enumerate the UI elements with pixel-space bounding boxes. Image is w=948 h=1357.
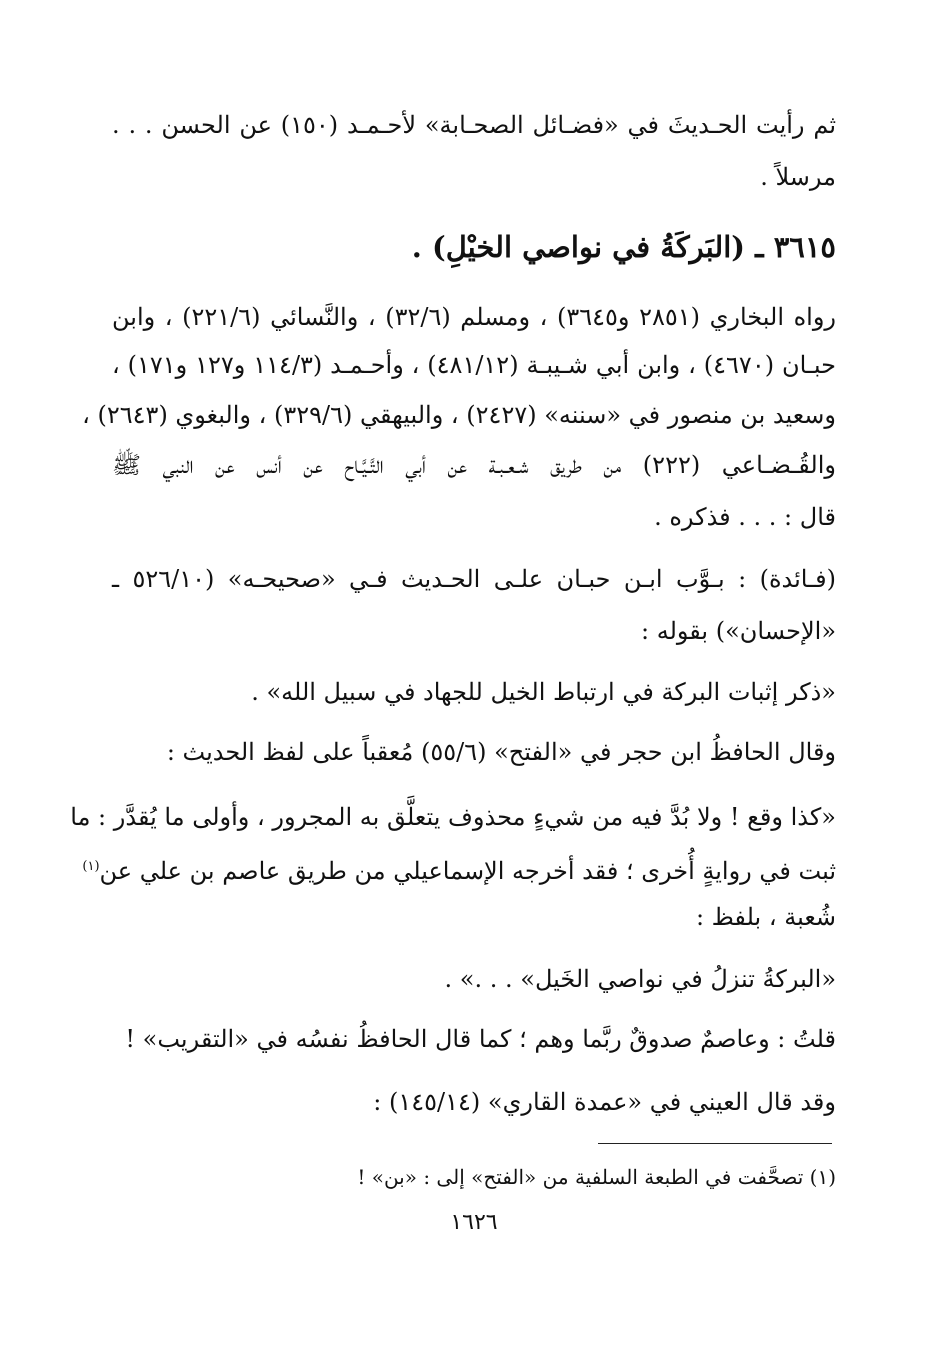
paragraph-line bbox=[82, 850, 836, 888]
paragraph-line: «كذا وقع ! ولا بُدَّ فيه من شيءٍ محذوف يتعلَّق به المجرور ، وأولى ما يُقدَّر : ما bbox=[70, 803, 836, 831]
paragraph-line: قال : . . . فذكره . bbox=[654, 503, 836, 531]
paragraph-line: مرسلاً . bbox=[760, 163, 836, 191]
paragraph-line: رواه البخاري (٢٨٥١ و٣٦٤٥) ، ومسلم (٣٢/٦) ، والنَّسائي (٢٢١/٦) ، وابن bbox=[112, 303, 836, 331]
footnote-text: (١) تصحَّفت في الطبعة السلفية من «الفتح» إلى : «بن» ! bbox=[357, 1165, 836, 1189]
hadith-heading: ٣٦١٥ ـ (البَركَةُ في نواصي الخيْلِ) . bbox=[411, 230, 836, 264]
paragraph-line: قلتُ : وعاصمٌ صدوقٌ ربَّما وهم ؛ كما قال الحافظُ نفسُه في «التقريب» ! bbox=[125, 1025, 836, 1053]
paragraph-line: (فـائدة) : بـوَّب ابـن حبـان علـى الحـديث فـي «صحيحـه» (٥٢٦/١٠ ـ bbox=[112, 565, 836, 593]
paragraph-line: شُعبة ، بلفظ : bbox=[695, 903, 836, 931]
paragraph-line: وسعيد بن منصور في «سننه» (٢٤٢٧) ، والبيهقي (٣٢٩/٦) ، والبغوي (٢٦٤٣) ، bbox=[82, 401, 836, 429]
paragraph-line: «الإحسان») بقوله : bbox=[640, 617, 836, 645]
footnote-marker: (١) bbox=[82, 859, 100, 874]
page-number: ١٦٢٦ bbox=[450, 1210, 498, 1235]
footnote-divider bbox=[598, 1143, 832, 1144]
paragraph-line: والقُـضـاعي (٢٢٢) من طريق شـعـبـة عن أبي التَّـيَّـاح عن أنس عن النبي ﷺ bbox=[112, 451, 836, 479]
line-text: ثبت في روايةٍ أُخرى ؛ فقد أخرجه الإسماعيلي من طريق عاصم بن علي عن bbox=[99, 857, 836, 885]
paragraph-line: وقال الحافظُ ابن حجر في «الفتح» (٥٥/٦) مُعقباً على لفظ الحديث : bbox=[166, 738, 836, 766]
paragraph-line: ثم رأيت الحـديثَ في «فضـائل الصحـابة» لأحـمـد (١٥٠) عن الحسن . . . bbox=[112, 111, 836, 139]
quote-line: «ذكر إثبات البركة في ارتباط الخيل للجهاد في سبيل الله» . bbox=[251, 678, 836, 706]
paragraph-line: حبـان (٤٦٧٠) ، وابن أبي شـيبـة (٤٨١/١٢) ، وأحـمـد (١١٤/٣ و١٢٧ و١٧١) ، bbox=[112, 351, 836, 379]
paragraph-line: وقد قال العيني في «عمدة القاري» (١٤٥/١٤) : bbox=[373, 1088, 836, 1116]
quote-line: «البركةُ تنزلُ في نواصي الخَيل» . . .» . bbox=[444, 965, 836, 993]
